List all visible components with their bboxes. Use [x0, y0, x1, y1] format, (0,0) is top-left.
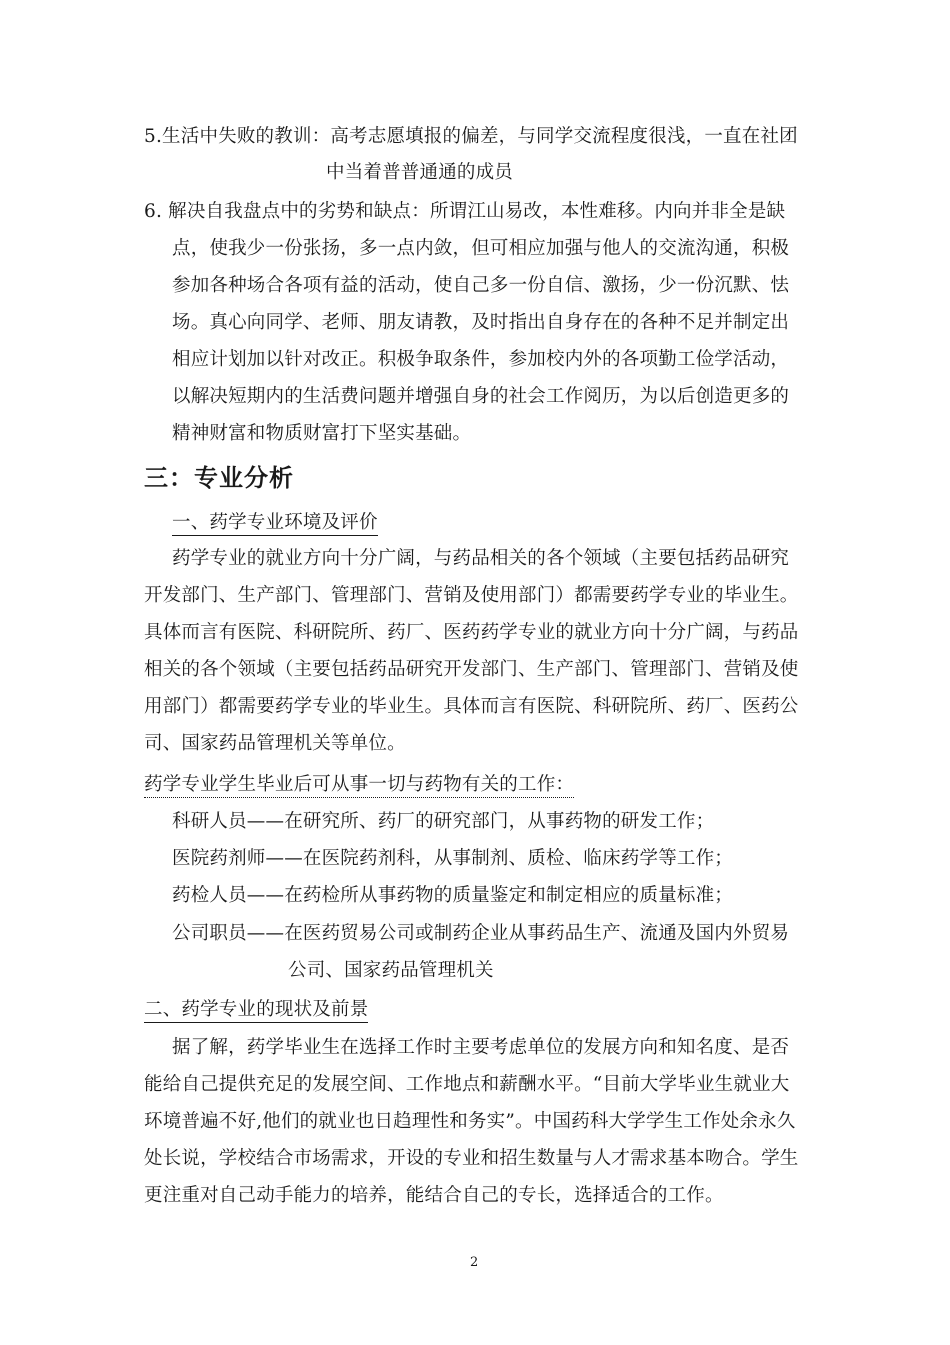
subsection-title-text: 二、药学专业的现状及前景 [144, 999, 368, 1023]
item6-line: 6. 解决自我盘点中的劣势和缺点：所谓江山易改，本性难移。内向并非全是缺 [144, 201, 786, 222]
subsection-title-prospects [144, 1001, 368, 1020]
item6-line: 场。真心向同学、老师、朋友请教，及时指出自身存在的各种不足并制定出 [172, 312, 790, 333]
item6-line: 点，使我少一份张扬，多一点内敛，但可相应加强与他人的交流沟通，积极 [172, 238, 790, 259]
job-item: 医院药剂师——在医院药剂科，从事制剂、质检、临床药学等工作； [172, 848, 734, 869]
item6-line: 相应计划加以针对改正。积极争取条件，参加校内外的各项勤工俭学活动， [172, 349, 790, 370]
paragraph-line: 相关的各个领域（主要包括药品研究开发部门、生产部门、管理部门、营销及使 [144, 659, 799, 680]
page-number: 2 [470, 1255, 479, 1270]
section-heading: 三：专业分析 [144, 464, 294, 492]
subsection-title-text: 一、药学专业环境及评价 [172, 512, 378, 536]
paragraph-line: 更注重对自己动手能力的培养，能结合自己的专长，选择适合的工作。 [144, 1185, 724, 1206]
paragraph-line: 据了解，药学毕业生在选择工作时主要考虑单位的发展方向和知名度、是否 [172, 1037, 790, 1058]
paragraph-line: 开发部门、生产部门、管理部门、营销及使用部门）都需要药学专业的毕业生。 [144, 585, 799, 606]
job-item-continuation: 公司、国家药品管理机关 [288, 960, 494, 981]
item6-line: 精神财富和物质财富打下坚实基础。 [172, 423, 472, 444]
paragraph-line: 处长说，学校结合市场需求，开设的专业和招生数量与人才需求基本吻合。学生 [144, 1148, 799, 1169]
item5-line2: 中当着普普通通的成员 [326, 162, 514, 183]
paragraph-line: 用部门）都需要药学专业的毕业生。具体而言有医院、科研院所、药厂、医药公 [144, 696, 799, 717]
paragraph-line: 能给自己提供充足的发展空间、工作地点和薪酬水平。“目前大学毕业生就业大 [144, 1074, 790, 1095]
jobs-intro-text: 药学专业学生毕业后可从事一切与药物有关的工作： [144, 774, 574, 798]
subsection-title-environment [172, 514, 378, 533]
job-item: 药检人员——在药检所从事药物的质量鉴定和制定相应的质量标准； [172, 885, 734, 906]
item6-line: 参加各种场合各项有益的活动，使自己多一份自信、激扬，少一份沉默、怯 [172, 275, 790, 296]
item5-line1: 5.生活中失败的教训：高考志愿填报的偏差，与同学交流程度很浅，一直在社团 [144, 126, 798, 147]
paragraph-line: 具体而言有医院、科研院所、药厂、医药药学专业的就业方向十分广阔，与药品 [144, 622, 799, 643]
item6-line: 以解决短期内的生活费问题并增强自身的社会工作阅历，为以后创造更多的 [172, 386, 790, 407]
paragraph-line: 司、国家药品管理机关等单位。 [144, 733, 406, 754]
job-item: 公司职员——在医药贸易公司或制药企业从事药品生产、流通及国内外贸易 [172, 923, 790, 944]
jobs-intro [144, 776, 574, 795]
paragraph-line: 药学专业的就业方向十分广阔，与药品相关的各个领域（主要包括药品研究 [172, 548, 790, 569]
paragraph-line: 环境普遍不好,他们的就业也日趋理性和务实”。中国药科大学学生工作处余永久 [144, 1111, 796, 1132]
job-item: 科研人员——在研究所、药厂的研究部门，从事药物的研发工作； [172, 811, 715, 832]
